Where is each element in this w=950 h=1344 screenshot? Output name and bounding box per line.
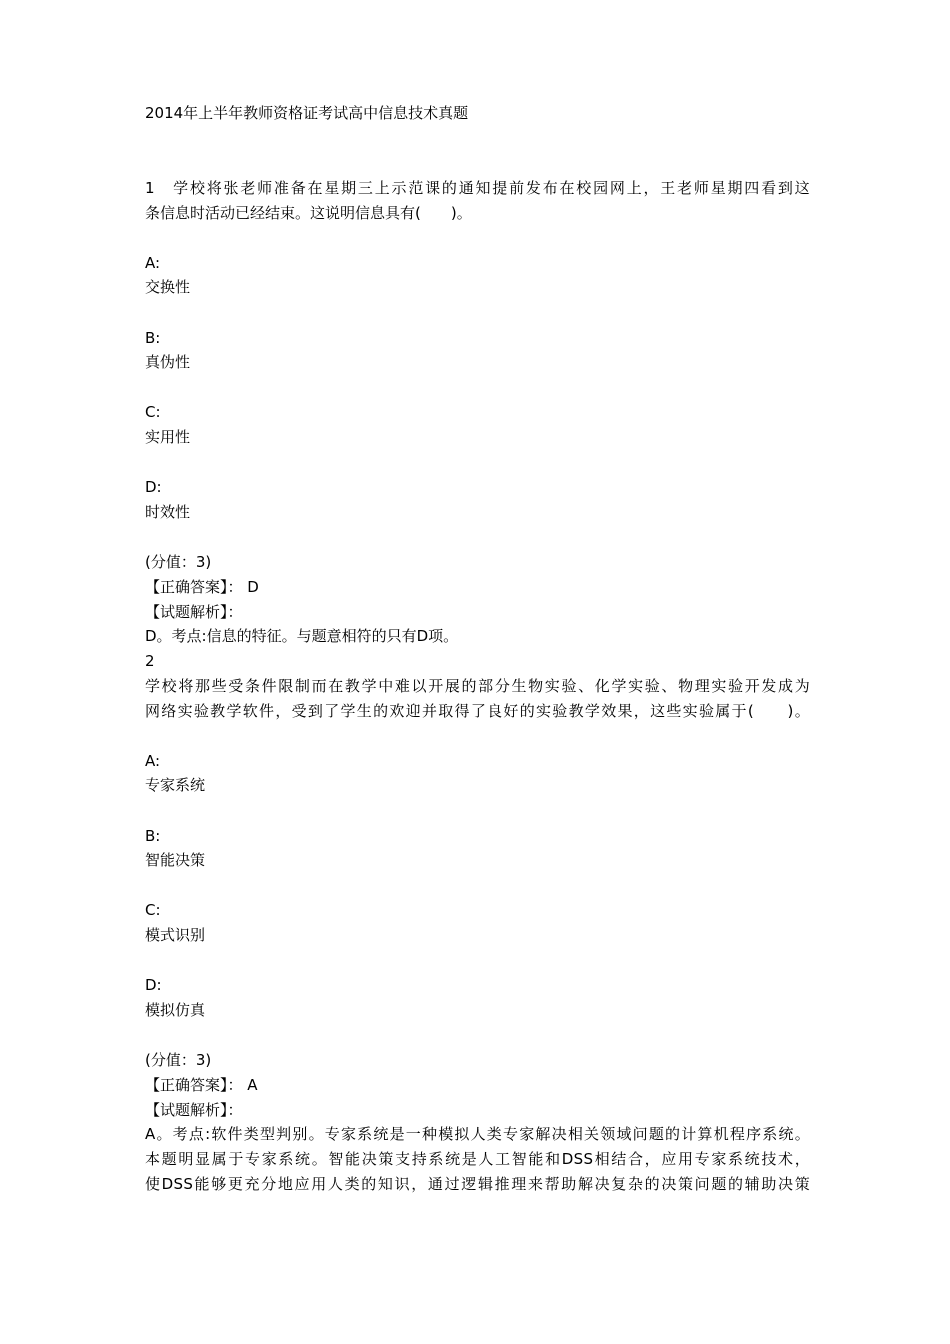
question-1-option-b-label: B: <box>145 329 161 347</box>
question-2-option-d-label: D: <box>145 976 162 994</box>
question-1-option-c-label: C: <box>145 403 161 421</box>
question-2-stem-line-2: 网络实验教学软件，受到了学生的欢迎并取得了良好的实验教学效果，这些实验属于( )。 <box>145 702 810 720</box>
question-2-analysis-line-2: 本题明显属于专家系统。智能决策支持系统是人工智能和DSS相结合，应用专家系统技术， <box>145 1150 810 1168</box>
question-1-option-a-label: A: <box>145 254 161 272</box>
question-2-option-b-label: B: <box>145 827 161 845</box>
question-1-option-b-text: 真伪性 <box>145 353 191 371</box>
question-2-stem-line-1: 学校将那些受条件限制而在教学中难以开展的部分生物实验、化学实验、物理实验开发成为 <box>145 677 810 695</box>
question-2-option-c-label: C: <box>145 901 161 919</box>
question-1-answer: 【正确答案】： D <box>145 578 259 596</box>
question-2-option-c-text: 模式识别 <box>145 926 206 944</box>
question-2-option-a-text: 专家系统 <box>145 776 206 794</box>
document-title: 2014年上半年教师资格证考试高中信息技术真题 <box>145 104 469 122</box>
question-1-stem-line-1: 1 学校将张老师准备在星期三上示范课的通知提前发布在校园网上，王老师星期四看到这 <box>145 179 810 197</box>
question-1-option-d-text: 时效性 <box>145 503 191 521</box>
question-2-option-a-label: A: <box>145 752 161 770</box>
question-2-number: 2 <box>145 652 155 670</box>
question-2-option-b-text: 智能决策 <box>145 851 206 869</box>
question-2-analysis-line-3: 使DSS能够更充分地应用人类的知识，通过逻辑推理来帮助解决复杂的决策问题的辅助决策 <box>145 1175 810 1193</box>
question-1-stem-line-2: 条信息时活动已经结束。这说明信息具有( )。 <box>145 204 472 222</box>
question-2-score: (分值：3) <box>145 1051 212 1069</box>
question-1-analysis-line-1: D。考点:信息的特征。与题意相符的只有D项。 <box>145 627 459 645</box>
question-1-option-d-label: D: <box>145 478 162 496</box>
question-2-analysis-line-1: A。考点:软件类型判别。专家系统是一种模拟人类专家解决相关领域问题的计算机程序系统。 <box>145 1125 810 1143</box>
question-2-analysis-label: 【试题解析】： <box>145 1101 243 1119</box>
question-1-analysis-label: 【试题解析】： <box>145 603 243 621</box>
question-1-option-a-text: 交换性 <box>145 278 191 296</box>
question-1-option-c-text: 实用性 <box>145 428 191 446</box>
question-2-answer: 【正确答案】： A <box>145 1076 258 1094</box>
question-1-score: (分值：3) <box>145 553 212 571</box>
question-2-option-d-text: 模拟仿真 <box>145 1001 206 1019</box>
